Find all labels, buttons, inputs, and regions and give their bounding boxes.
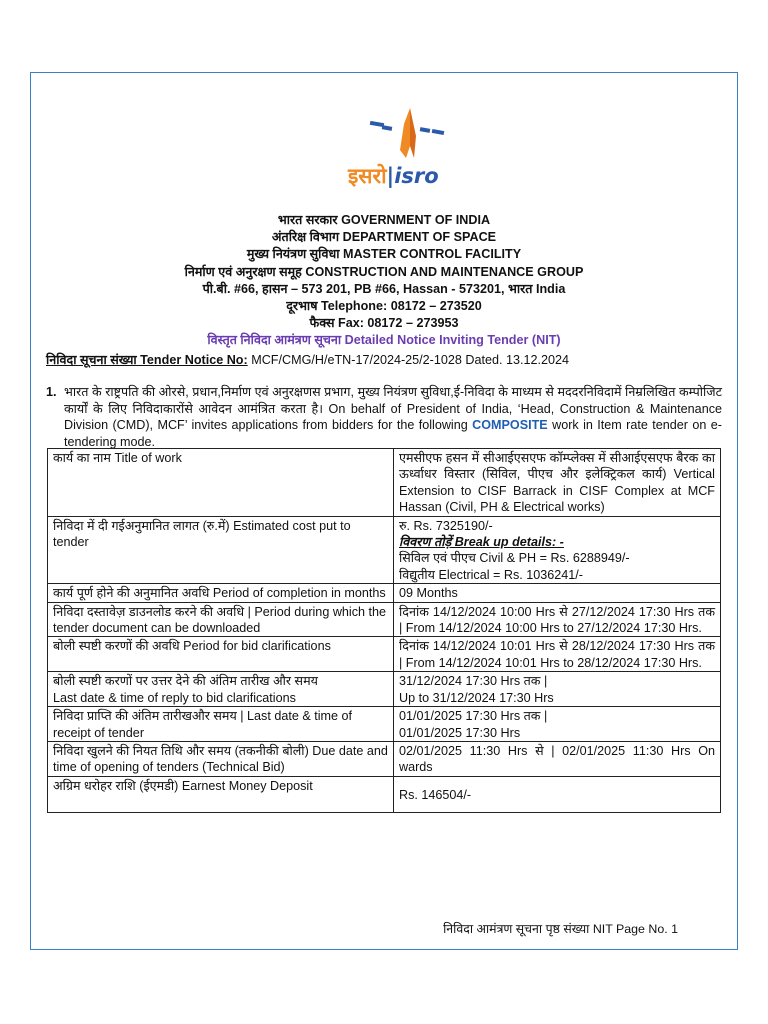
electrical-cost: विद्युतीय Electrical = Rs. 1036241/- bbox=[399, 567, 583, 582]
emd-label: अग्रिम धरोहर राशि (ईएमडी) Earnest Money Deposit bbox=[48, 776, 394, 812]
receipt-deadline-value-2: 01/01/2025 17:30 Hrs bbox=[399, 725, 521, 740]
reply-deadline-value bbox=[394, 672, 721, 707]
isro-rocket-icon bbox=[344, 106, 470, 166]
mcf-line: मुख्य नियंत्रण सुविधा MASTER CONTROL FACILITY bbox=[246, 247, 522, 262]
emd-value: Rs. 146504/- bbox=[394, 776, 721, 812]
reply-deadline-value-2: Up to 31/12/2024 17:30 Hrs bbox=[399, 690, 554, 705]
opening-date-label: निविदा खुलने की नियत तिथि और समय (तकनीकी बोली) Due date and time of opening of tenders (Technical Bid) bbox=[48, 741, 394, 776]
composite-highlight: COMPOSITE bbox=[472, 418, 548, 433]
breakup-label: विवरण तोड़ें Break up details: - bbox=[399, 535, 564, 550]
paragraph-text-after: work in Item rate tender on e-tendering mode. bbox=[64, 418, 722, 449]
tender-notice-number bbox=[46, 351, 569, 368]
table-row bbox=[48, 584, 721, 602]
reply-deadline-label bbox=[48, 672, 394, 707]
title-of-work-value: एमसीएफ हसन में सीआईएसएफ कॉम्प्लेक्स में सीआईएसएफ बैरक का ऊर्ध्वाधर विस्तार (सिविल, पीएच और इलेक्ट्रिकल कार्य) Vertical Extension to CISF Barrack in CISF Complex at MCF Hassan (Civil, PH & Electrical works) bbox=[394, 449, 721, 517]
bid-clarification-value: दिनांक 14/12/2024 10:01 Hrs से 28/12/2024 17:30 Hrs तक | From 14/12/2024 10:01 Hrs to 28/12/2024 17:30 Hrs. bbox=[394, 637, 721, 672]
table-row bbox=[48, 707, 721, 742]
download-period-label: निविदा दस्तावेज़ डाउनलोड करने की अवधि | Period during which the tender document can be downloaded bbox=[48, 602, 394, 637]
paragraph-number: 1. bbox=[46, 385, 57, 399]
receipt-deadline-value-1: 01/01/2025 17:30 Hrs तक | bbox=[399, 709, 548, 724]
estimated-cost-value: रु. Rs. 7325190/- bbox=[399, 518, 493, 533]
opening-date-value: 02/01/2025 11:30 Hrs से | 02/01/2025 11:30 Hrs On wards bbox=[394, 741, 721, 776]
logo-text-hindi: इसरो bbox=[348, 164, 387, 188]
table-row bbox=[48, 516, 721, 584]
reply-deadline-label-hindi: बोली स्पष्टी करणों पर उत्तर देने की अंतिम तारीख और समय bbox=[53, 674, 318, 689]
title-of-work-label: कार्य का नाम Title of work bbox=[48, 449, 394, 517]
completion-period-label: कार्य पूर्ण होने की अनुमानित अवधि Period of completion in months bbox=[48, 584, 394, 602]
tender-details-table bbox=[47, 448, 721, 813]
paragraph-text-before: भारत के राष्ट्रपति की ओरसे, प्रधान,निर्माण एवं अनुरक्षणस प्रभाग, मुख्य नियंत्रण सुविधा,ई-निविदा के माध्यम से मददरनिविदामें निम्रलिखित कम्पोजिट कार्यों के लिए निविदाकारोंसे आवेदन आमंत्रित करता है। On behalf of President of India, ‘Head, Construction & Maintenance Division (CMD), MCF’ invites applications from bidders for the following bbox=[64, 385, 722, 433]
tender-notice-label: निविदा सूचना संख्या Tender Notice No: bbox=[46, 353, 248, 367]
receipt-deadline-label: निविदा प्राप्ति की अंतिम तारीखऔर समय | Last date & time of receipt of tender bbox=[48, 707, 394, 742]
bid-clarification-label: बोली स्पष्टी करणों की अवधि Period for bid clarifications bbox=[48, 637, 394, 672]
logo-text-english: isro bbox=[394, 164, 439, 188]
paragraph-1 bbox=[46, 384, 722, 450]
dept-line: अंतरिक्ष विभाग DEPARTMENT OF SPACE bbox=[271, 230, 497, 245]
isro-logo: इसरो|isro bbox=[344, 106, 470, 188]
reply-deadline-label-english: Last date & time of reply to bid clarifications bbox=[53, 690, 296, 705]
address-line: पी.बी. #66, हासन – 573 201, PB #66, Hassan - 573201, भारत India bbox=[202, 281, 566, 296]
table-row bbox=[48, 741, 721, 776]
table-row bbox=[48, 602, 721, 637]
table-row bbox=[48, 776, 721, 812]
table-row bbox=[48, 449, 721, 517]
table-row bbox=[48, 637, 721, 672]
reply-deadline-value-1: 31/12/2024 17:30 Hrs तक | bbox=[399, 674, 548, 689]
download-period-value: दिनांक 14/12/2024 10:00 Hrs से 27/12/2024 17:30 Hrs तक | From 14/12/2024 10:00 Hrs to 27/12/2024 17:30 Hrs. bbox=[394, 602, 721, 637]
completion-period-value: 09 Months bbox=[394, 584, 721, 602]
fax-line: फैक्स Fax: 08172 – 273953 bbox=[309, 316, 459, 331]
estimated-cost-label: निविदा में दी गईअनुमानित लागत (रु.में) Estimated cost put to tender bbox=[48, 516, 394, 584]
gov-line: भारत सरकार GOVERNMENT OF INDIA bbox=[277, 213, 491, 227]
nit-title: विस्तृत निविदा आमंत्रण सूचना Detailed Notice Inviting Tender (NIT) bbox=[207, 333, 561, 348]
paragraph-text bbox=[64, 384, 722, 450]
letterhead bbox=[0, 212, 768, 349]
tender-notice-value: MCF/CMG/H/eTN-17/2024-25/2-1028 Dated. 13.12.2024 bbox=[247, 353, 570, 367]
estimated-cost-cell bbox=[394, 516, 721, 584]
telephone-line: दूरभाष Telephone: 08172 – 273520 bbox=[286, 299, 482, 314]
table-row bbox=[48, 672, 721, 707]
cmg-line: निर्माण एवं अनुरक्षण समूह CONSTRUCTION AND MAINTENANCE GROUP bbox=[184, 264, 584, 279]
receipt-deadline-value bbox=[394, 707, 721, 742]
page-number: निविदा आमंत्रण सूचना पृष्ठ संख्या NIT Page No. 1 bbox=[443, 922, 678, 936]
civil-ph-cost: सिविल एवं पीएच Civil & PH = Rs. 6288949/- bbox=[399, 551, 630, 566]
